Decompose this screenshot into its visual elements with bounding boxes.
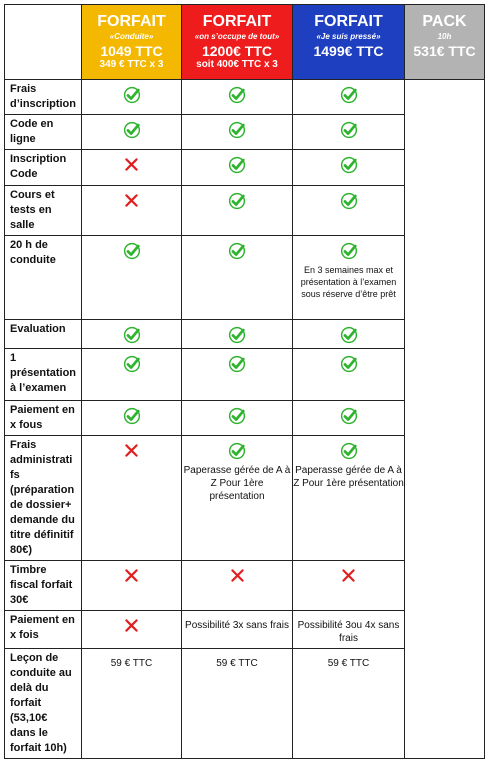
pack-column-cell — [405, 436, 485, 561]
header-price-detail: 349 € TTC x 3 — [99, 59, 164, 70]
row-label: Frais administrati fs (préparation de dossier+ demande du titre définitif 80€) — [5, 436, 82, 561]
table-body — [5, 80, 485, 759]
table-cell — [293, 150, 405, 186]
cross-icon — [340, 567, 358, 585]
check-icon — [340, 86, 358, 104]
pack-column-cell — [405, 80, 485, 115]
table-cell — [182, 80, 293, 115]
cross-icon — [123, 567, 141, 585]
table-cell — [293, 186, 405, 236]
table-cell — [182, 150, 293, 186]
check-icon — [340, 242, 358, 260]
table-cell — [293, 115, 405, 150]
pack-column-cell — [405, 611, 485, 649]
header-price: 531€ TTC — [413, 43, 476, 59]
pack-column-cell — [405, 320, 485, 349]
header-pack-10h — [405, 5, 485, 80]
table-cell — [293, 349, 405, 401]
table-cell — [82, 150, 182, 186]
cross-icon — [228, 567, 246, 585]
check-icon — [123, 326, 141, 344]
check-icon — [228, 156, 246, 174]
header-title: FORFAIT — [314, 13, 383, 30]
header-row — [5, 5, 485, 80]
cell-text: Paperasse gérée de A à Z Pour 1ère présentation — [293, 465, 404, 489]
row-label: Paiement en x fous — [5, 401, 82, 436]
table-cell — [182, 115, 293, 150]
table-row — [5, 436, 485, 561]
row-label: Cours et tests en salle — [5, 186, 82, 236]
check-icon — [123, 86, 141, 104]
check-icon — [340, 121, 358, 139]
row-label: Inscription Code — [5, 150, 82, 186]
header-forfait-conduite — [82, 5, 182, 80]
header-subtitle: 10h — [437, 32, 452, 41]
table-row — [5, 186, 485, 236]
table-cell — [182, 349, 293, 401]
table-row — [5, 150, 485, 186]
header-title: FORFAIT — [202, 13, 272, 30]
header-price-detail: soit 400€ TTC x 3 — [196, 59, 278, 70]
table-cell — [182, 611, 293, 649]
row-label: Timbre fiscal forfait 30€ — [5, 561, 82, 611]
pack-column-cell — [405, 236, 485, 320]
cell-text: 59 € TTC — [110, 658, 153, 669]
table-cell — [182, 649, 293, 759]
table-row — [5, 349, 485, 401]
cross-icon — [123, 192, 141, 210]
table-cell — [293, 561, 405, 611]
row-label: Frais d’inscription — [5, 80, 82, 115]
check-icon — [340, 355, 358, 373]
table-cell — [82, 349, 182, 401]
table-cell — [182, 436, 293, 561]
check-icon — [228, 442, 246, 460]
table-cell — [82, 80, 182, 115]
table-row — [5, 80, 485, 115]
header-subtitle: «on s’occupe de tout» — [194, 32, 280, 41]
header-subtitle: «Conduite» — [109, 32, 154, 41]
table-cell — [82, 649, 182, 759]
header-title: PACK — [422, 13, 467, 30]
table-cell — [82, 115, 182, 150]
table-row — [5, 320, 485, 349]
pricing-table — [4, 4, 485, 759]
row-label: 20 h de conduite — [5, 236, 82, 320]
header-price: 1049 TTC — [100, 43, 163, 59]
table-row — [5, 401, 485, 436]
cell-text: En 3 semaines max et présentation à l’examen sous réserve d’être prêt — [300, 265, 397, 299]
pack-column-cell — [405, 349, 485, 401]
cross-icon — [123, 617, 141, 635]
check-icon — [228, 86, 246, 104]
check-icon — [340, 326, 358, 344]
check-icon — [123, 242, 141, 260]
cross-icon — [123, 442, 141, 460]
check-icon — [123, 355, 141, 373]
table-row — [5, 611, 485, 649]
table-cell — [182, 401, 293, 436]
check-icon — [340, 407, 358, 425]
table-row — [5, 115, 485, 150]
table-cell — [82, 186, 182, 236]
cell-text: Possibilité 3ou 4x sans frais — [297, 620, 400, 644]
table-cell — [182, 320, 293, 349]
check-icon — [123, 407, 141, 425]
table-cell — [293, 611, 405, 649]
table-cell — [293, 320, 405, 349]
table-row — [5, 649, 485, 759]
table-cell — [182, 236, 293, 320]
check-icon — [340, 442, 358, 460]
row-label: Leçon de conduite au delà du forfait (53,10€ dans le forfait 10h) — [5, 649, 82, 759]
check-icon — [340, 156, 358, 174]
check-icon — [228, 242, 246, 260]
row-label: Paiement en x fois — [5, 611, 82, 649]
cell-text: Paperasse gérée de A à Z Pour 1ère présentation — [183, 465, 291, 502]
pack-column-cell — [405, 186, 485, 236]
check-icon — [228, 121, 246, 139]
table-cell — [182, 186, 293, 236]
table-cell — [82, 401, 182, 436]
pack-column-cell — [405, 401, 485, 436]
header-subtitle: «Je suis pressé» — [316, 32, 381, 41]
cell-text: 59 € TTC — [327, 658, 370, 669]
pricing-table-sheet — [4, 4, 486, 764]
row-label: Evaluation — [5, 320, 82, 349]
pack-column-cell — [405, 115, 485, 150]
table-cell — [82, 236, 182, 320]
cross-icon — [123, 156, 141, 174]
table-cell — [293, 436, 405, 561]
pack-column-cell — [405, 649, 485, 759]
table-cell — [82, 436, 182, 561]
table-cell — [82, 561, 182, 611]
check-icon — [228, 355, 246, 373]
table-row — [5, 236, 485, 320]
cell-text: Possibilité 3x sans frais — [185, 620, 289, 631]
row-label: Code en ligne — [5, 115, 82, 150]
header-corner — [5, 5, 82, 80]
header-price: 1200€ TTC — [201, 43, 273, 59]
row-label: 1 présentation à l’examen — [5, 349, 82, 401]
pack-column-cell — [405, 150, 485, 186]
check-icon — [228, 407, 246, 425]
table-cell — [293, 649, 405, 759]
table-cell — [293, 236, 405, 320]
header-forfait-tout — [182, 5, 293, 80]
check-icon — [340, 192, 358, 210]
check-icon — [123, 121, 141, 139]
table-cell — [293, 401, 405, 436]
table-cell — [293, 80, 405, 115]
header-forfait-presse — [293, 5, 405, 80]
header-price: 1499€ TTC — [313, 43, 384, 59]
table-cell — [82, 611, 182, 649]
check-icon — [228, 192, 246, 210]
check-icon — [228, 326, 246, 344]
table-row — [5, 561, 485, 611]
cell-text: 59 € TTC — [216, 658, 258, 669]
header-title: FORFAIT — [97, 13, 166, 30]
table-cell — [182, 561, 293, 611]
table-cell — [82, 320, 182, 349]
pack-column-cell — [405, 561, 485, 611]
